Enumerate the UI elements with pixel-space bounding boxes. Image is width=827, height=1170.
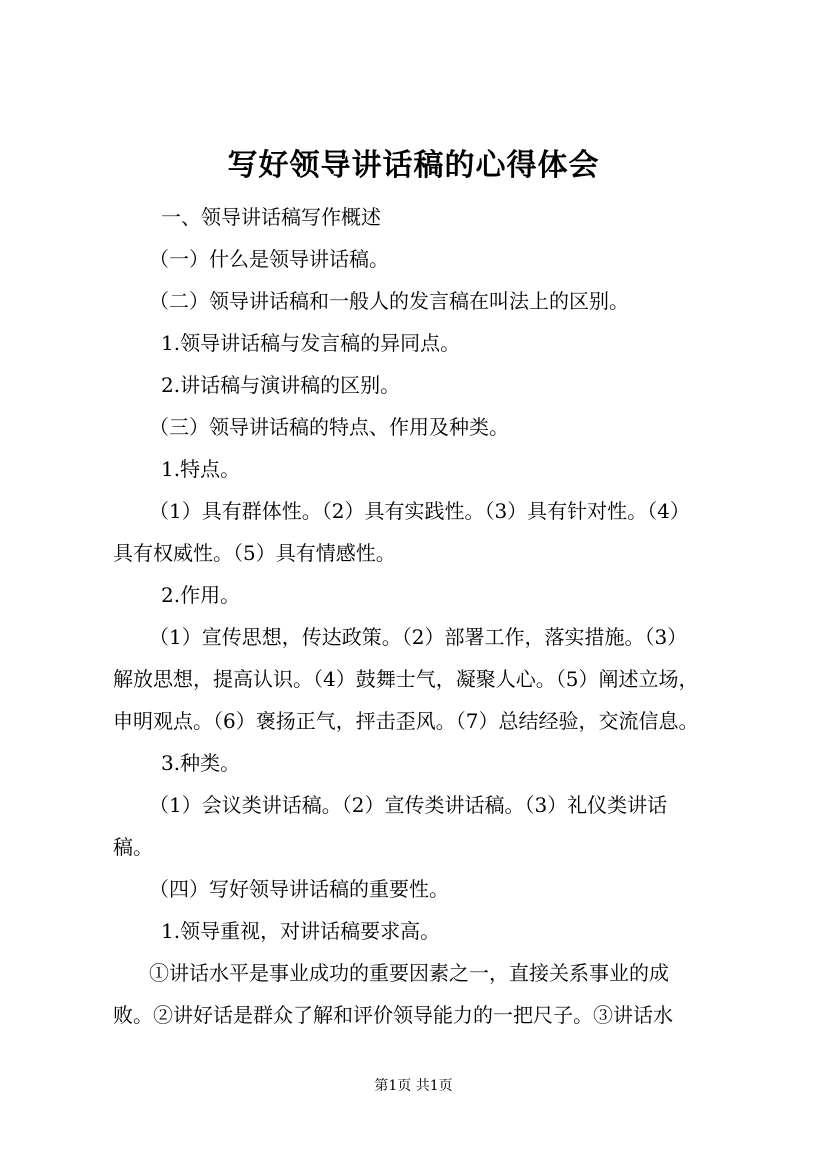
subsection-heading: （二）领导讲话稿和一般人的发言稿在叫法上的区别。 bbox=[149, 289, 629, 313]
subsection-heading: （四）写好领导讲话稿的重要性。 bbox=[149, 877, 449, 901]
paragraph-line: 解放思想，提高认识。（4）鼓舞士气，凝聚人心。（5）阐述立场， bbox=[113, 667, 699, 691]
list-item: 1.领导重视，对讲话稿要求高。 bbox=[161, 919, 441, 943]
page-footer: 第1页 共1页 bbox=[374, 1078, 453, 1094]
list-item: 3.种类。 bbox=[161, 751, 241, 775]
paragraph-line: 具有权威性。（5）具有情感性。 bbox=[113, 541, 396, 565]
paragraph-line: （1）具有群体性。（2）具有实践性。（3）具有针对性。（4） bbox=[149, 499, 690, 523]
paragraph-line: （1）宣传思想，传达政策。（2）部署工作，落实措施。（3） bbox=[149, 625, 688, 649]
paragraph-line: 败。②讲好话是群众了解和评价领导能力的一把尺子。③讲话水 bbox=[113, 1003, 673, 1027]
paragraph-line: 申明观点。（6）褒扬正气，抨击歪风。（7）总结经验，交流信息。 bbox=[113, 709, 699, 733]
paragraph-line: 稿。 bbox=[113, 835, 153, 859]
paragraph-line: （1）会议类讲话稿。（2）宣传类讲话稿。（3）礼仪类讲话 bbox=[149, 793, 668, 817]
list-item: 1.领导讲话稿与发言稿的异同点。 bbox=[161, 331, 461, 355]
list-item: 2.作用。 bbox=[161, 583, 241, 607]
subsection-heading: （一）什么是领导讲话稿。 bbox=[149, 247, 389, 271]
section-heading: 一、领导讲话稿写作概述 bbox=[161, 205, 381, 229]
document-title: 写好领导讲话稿的心得体会 bbox=[227, 148, 600, 183]
list-item: 2.讲话稿与演讲稿的区别。 bbox=[161, 373, 401, 397]
list-item: 1.特点。 bbox=[161, 457, 241, 481]
subsection-heading: （三）领导讲话稿的特点、作用及种类。 bbox=[149, 415, 509, 439]
paragraph-line: ①讲话水平是事业成功的重要因素之一，直接关系事业的成 bbox=[149, 961, 669, 985]
